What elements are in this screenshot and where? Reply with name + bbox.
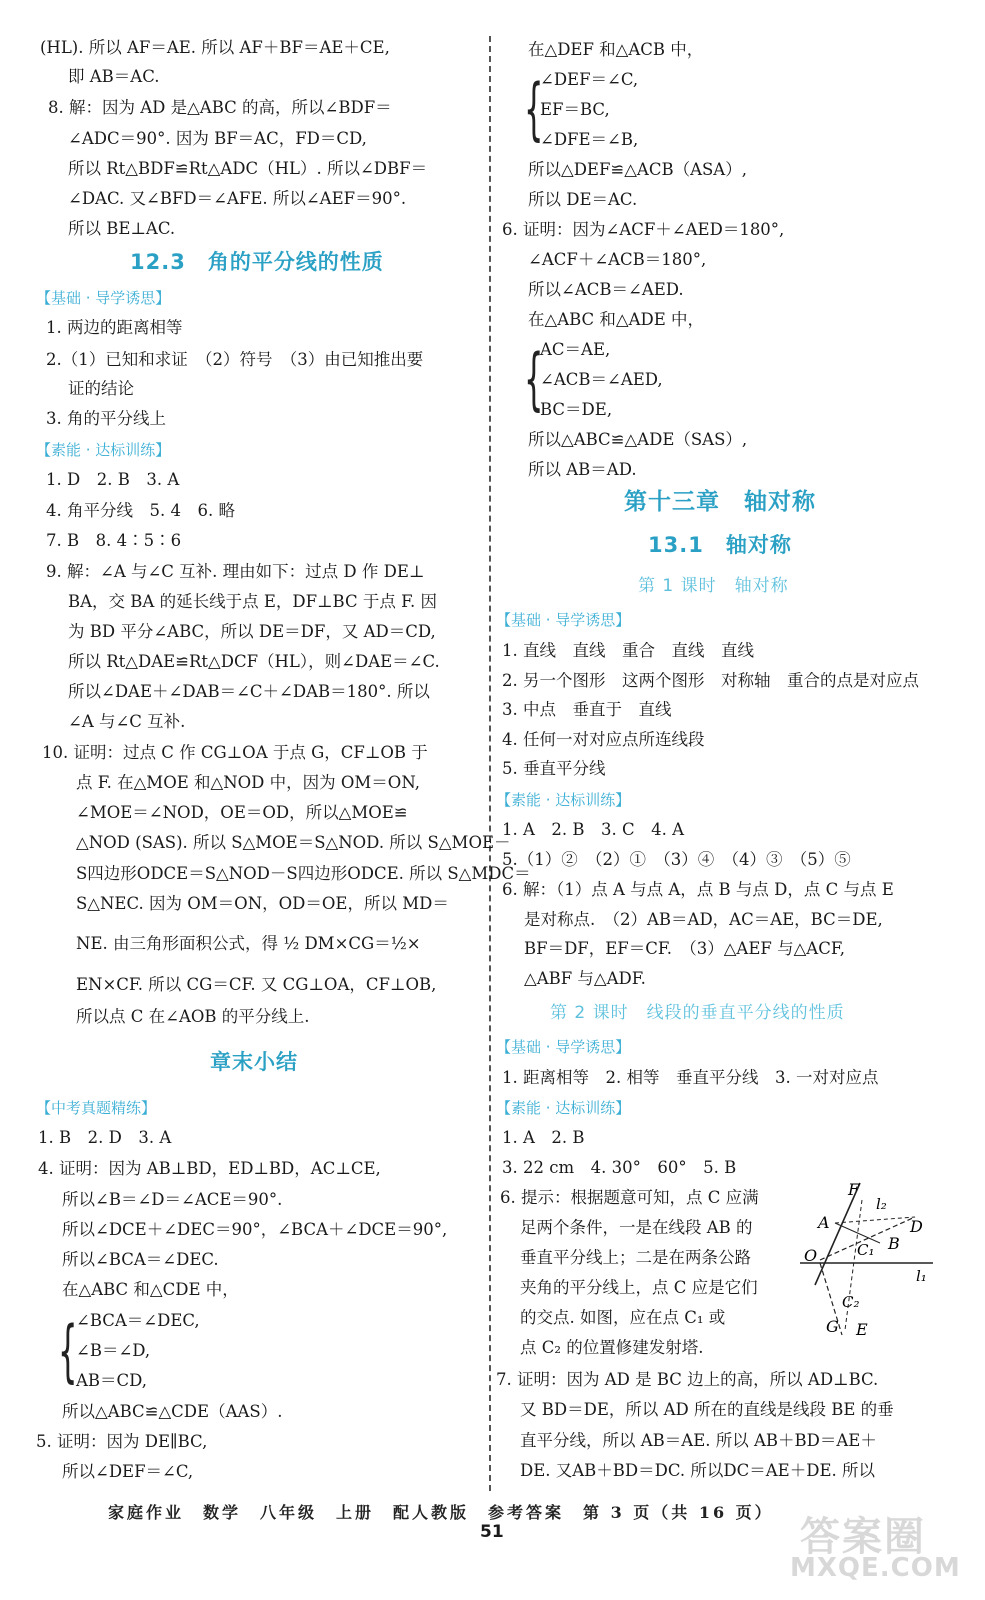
- section-tag: 【基础 · 导学诱思】: [496, 1038, 631, 1056]
- label-A: A: [818, 1213, 830, 1232]
- answer-line: ∠MOE＝∠NOD，OE＝OD，所以△MOE≌: [76, 803, 408, 822]
- answer-line: 4. 证明：因为 AB⊥BD，ED⊥BD，AC⊥CE,: [38, 1159, 381, 1178]
- section-tag: 【素能 · 达标训练】: [496, 791, 631, 809]
- text-line: 在△ABC 和△ADE 中，: [528, 310, 705, 329]
- answer-line: 5. 证明：因为 DE∥BC,: [36, 1432, 208, 1451]
- text-line: BC＝DE,: [540, 400, 613, 419]
- answer-line: ∠A 与∠C 互补.: [68, 712, 186, 731]
- answer-line: 1. D 2. B 3. A: [46, 470, 180, 489]
- lesson-title-2: 第 2 课时 线段的垂直平分线的性质: [550, 1003, 845, 1023]
- answer-line: 3. 角的平分线上: [46, 409, 166, 428]
- section-tag: 【基础 · 导学诱思】: [36, 289, 171, 307]
- text-line: ∠DFE＝∠B,: [540, 130, 639, 149]
- answer-line: S四边形ODCE＝S△NOD－S四边形ODCE. 所以 S△MDC＝: [76, 864, 531, 883]
- answer-line: BF＝DF，EF＝CF. （3）△AEF 与△ACF,: [524, 939, 845, 958]
- section-tag: 【中考真题精练】: [36, 1099, 157, 1117]
- answer-line: S△NEC. 因为 OM＝ON，OD＝OE，所以 MD＝: [76, 894, 449, 913]
- answer-line: 2. 另一个图形 这两个图形 对称轴 重合的点是对应点: [502, 671, 919, 690]
- text-line: 所以 DE＝AC.: [528, 190, 638, 209]
- answer-line: 所以∠BCA＝∠DEC.: [62, 1250, 219, 1269]
- page-number: 51: [480, 1522, 504, 1542]
- watermark-text: 答案圈: [800, 1514, 926, 1560]
- text-line: 所以 BE⊥AC.: [68, 219, 176, 238]
- text-line: ∠ACF＋∠ACB＝180°,: [528, 250, 707, 269]
- section-tag: 【素能 · 达标训练】: [496, 1099, 631, 1117]
- answer-line: 为 BD 平分∠ABC，所以 DE＝DF，又 AD＝CD,: [68, 622, 436, 641]
- label-D: D: [910, 1217, 923, 1236]
- answer-line: 在△ABC 和△CDE 中，: [62, 1280, 239, 1299]
- text-line: 所以△DEF≌△ACB（ASA）,: [528, 160, 747, 179]
- answer-line: 1. 距离相等 2. 相等 垂直平分线 3. 一对对应点: [502, 1068, 879, 1087]
- answer-line: 垂直平分线上；二是在两条公路: [520, 1248, 751, 1267]
- answer-line: 所以△ABC≌△CDE（AAS）.: [62, 1402, 283, 1421]
- answer-line: 5. 垂直平分线: [502, 759, 606, 778]
- text-line: 所以∠ACB＝∠AED.: [528, 280, 684, 299]
- answer-line: 10. 证明：过点 C 作 CG⊥OA 于点 G，CF⊥OB 于: [42, 743, 428, 762]
- answer-line: 点 F. 在△MOE 和△NOD 中，因为 OM＝ON,: [76, 773, 420, 792]
- answer-line: 1. 两边的距离相等: [46, 318, 183, 337]
- answer-line: 点 C₂ 的位置修建发射塔.: [520, 1338, 704, 1357]
- answer-line: 所以∠B＝∠D＝∠ACE＝90°.: [62, 1190, 283, 1209]
- text-line: ∠DEF＝∠C,: [540, 70, 639, 89]
- text-line: AC＝AE,: [540, 340, 611, 359]
- text-line: 所以△ABC≌△ADE（SAS）,: [528, 430, 748, 449]
- answer-line: 所以点 C 在∠AOB 的平分线上.: [76, 1007, 310, 1026]
- text-line: ∠DAC. 又∠BFD＝∠AFE. 所以∠AEF＝90°.: [68, 189, 407, 208]
- text-line: 所以 Rt△BDF≌Rt△ADC（HL）. 所以∠DBF＝: [68, 159, 428, 178]
- text-line: 所以 AB＝AD.: [528, 460, 637, 479]
- answer-line: ∠BCA＝∠DEC,: [76, 1311, 200, 1330]
- answer-line: 7. 证明：因为 AD 是 BC 边上的高，所以 AD⊥BC.: [496, 1370, 879, 1389]
- answer-line: 直平分线，所以 AB＝AE. 所以 AB＋BD＝AE＋: [520, 1431, 877, 1450]
- segment-ab: [835, 1223, 880, 1243]
- text-line: 在△DEF 和△ACB 中，: [528, 40, 704, 59]
- text-line: 8. 解：因为 AD 是△ABC 的高，所以∠BDF＝: [48, 98, 392, 117]
- geometry-figure: [800, 1175, 935, 1345]
- answer-line: 所以 Rt△DAE≌Rt△DCF（HL），则∠DAE＝∠C.: [68, 652, 440, 671]
- answer-line: △NOD (SAS). 所以 S△MOE＝S△NOD. 所以 S△MOE－: [76, 833, 511, 852]
- section-tag: 【素能 · 达标训练】: [36, 441, 171, 459]
- answer-line: △ABF 与△ADF.: [524, 969, 646, 988]
- answer-line: 足两个条件，一是在线段 AB 的: [520, 1218, 753, 1237]
- chapter-title-13: 第十三章 轴对称: [624, 489, 816, 515]
- answer-line: 的交点. 如图，应在点 C₁ 或: [520, 1308, 726, 1327]
- answer-line: 证的结论: [68, 379, 134, 398]
- answer-line: 所以∠DCE＋∠DEC＝90°，∠BCA＋∠DCE＝90°,: [62, 1220, 448, 1239]
- brace-icon: {: [524, 340, 544, 419]
- footer-text: 家庭作业 数学 八年级 上册 配人教版 参考答案 第 3 页（共 16 页）: [108, 1503, 774, 1522]
- answer-line: 6. 提示：根据题意可知，点 C 应满: [500, 1188, 759, 1207]
- answer-line: 所以∠DEF＝∠C,: [62, 1462, 194, 1481]
- watermark-logo: [790, 1505, 970, 1595]
- text-line: (HL). 所以 AF＝AE. 所以 AF＋BF＝AE＋CE,: [40, 38, 390, 57]
- summary-title: 章末小结: [210, 1050, 298, 1074]
- answer-line: 1. 直线 直线 重合 直线 直线: [502, 641, 754, 660]
- text-line: EF＝BC,: [540, 100, 610, 119]
- answer-line: 夹角的平分线上，点 C 应是它们: [520, 1278, 758, 1297]
- brace-icon: {: [524, 70, 544, 149]
- label-C2: C₂: [842, 1293, 860, 1311]
- label-l2: l₂: [876, 1195, 887, 1213]
- watermark-url: MXQE.COM: [790, 1553, 961, 1583]
- column-divider: [489, 36, 491, 1491]
- answer-line: 2.（1）已知和求证 （2）符号 （3）由已知推出要: [46, 350, 424, 369]
- label-E: E: [856, 1320, 868, 1339]
- answer-line: 5.（1）② （2）① （3）④ （4）③ （5）⑤: [502, 850, 851, 869]
- brace-icon: {: [58, 1312, 78, 1391]
- answer-line: 7. B 8. 4∶5∶6: [46, 531, 182, 550]
- answer-line: 9. 解：∠A 与∠C 互补. 理由如下：过点 D 作 DE⊥: [46, 562, 425, 581]
- answer-line: 4. 角平分线 5. 4 6. 略: [46, 501, 235, 520]
- label-C1: C₁: [857, 1241, 875, 1259]
- answer-line: 1. A 2. B 3. C 4. A: [502, 820, 685, 839]
- text-line: ∠ADC＝90°. 因为 BF＝AC，FD＝CD,: [68, 129, 367, 148]
- answer-line: EN×CF. 所以 CG＝CF. 又 CG⊥OA，CF⊥OB,: [76, 975, 437, 994]
- answer-line: 又 BD＝DE，所以 AD 所在的直线是线段 BE 的垂: [520, 1400, 894, 1419]
- answer-line: NE. 由三角形面积公式，得 ½ DM×CG＝½×: [76, 934, 421, 953]
- section-title-12-3: 12.3 角的平分线的性质: [130, 250, 384, 274]
- label-F: F: [848, 1180, 860, 1199]
- text-line: 即 AB＝AC.: [68, 67, 160, 86]
- section-tag: 【基础 · 导学诱思】: [496, 611, 631, 629]
- answer-line: 所以∠DAE＋∠DAB＝∠C＋∠DAB＝180°. 所以: [68, 682, 430, 701]
- label-B: B: [888, 1234, 900, 1253]
- answer-line: 3. 中点 垂直于 直线: [502, 700, 672, 719]
- answer-line: 是对称点. （2）AB＝AD，AC＝AE，BC＝DE,: [524, 910, 883, 929]
- answer-line: AB＝CD,: [76, 1371, 148, 1390]
- text-line: ∠ACB＝∠AED,: [540, 370, 663, 389]
- answer-line: 6. 解：（1）点 A 与点 A，点 B 与点 D，点 C 与点 E: [502, 880, 894, 899]
- answer-line: 3. 22 cm 4. 30° 60° 5. B: [502, 1158, 737, 1177]
- answer-line: ∠B＝∠D,: [76, 1341, 151, 1360]
- lesson-title-1: 第 1 课时 轴对称: [638, 576, 789, 596]
- section-title-13-1: 13.1 轴对称: [648, 533, 792, 557]
- text-line: 6. 证明：因为∠ACF＋∠AED＝180°,: [502, 220, 785, 239]
- answer-line: DE. 又AB＋BD＝DC. 所以DC＝AE＋DE. 所以: [520, 1461, 875, 1480]
- answer-line: BA，交 BA 的延长线于点 E，DF⊥BC 于点 F. 因: [68, 592, 437, 611]
- answer-line: 4. 任何一对对应点所连线段: [502, 730, 705, 749]
- label-O: O: [804, 1246, 818, 1265]
- answer-line: 1. B 2. D 3. A: [38, 1128, 172, 1147]
- label-l1: l₁: [916, 1267, 927, 1285]
- label-G: G: [826, 1317, 839, 1336]
- answer-line: 1. A 2. B: [502, 1128, 585, 1147]
